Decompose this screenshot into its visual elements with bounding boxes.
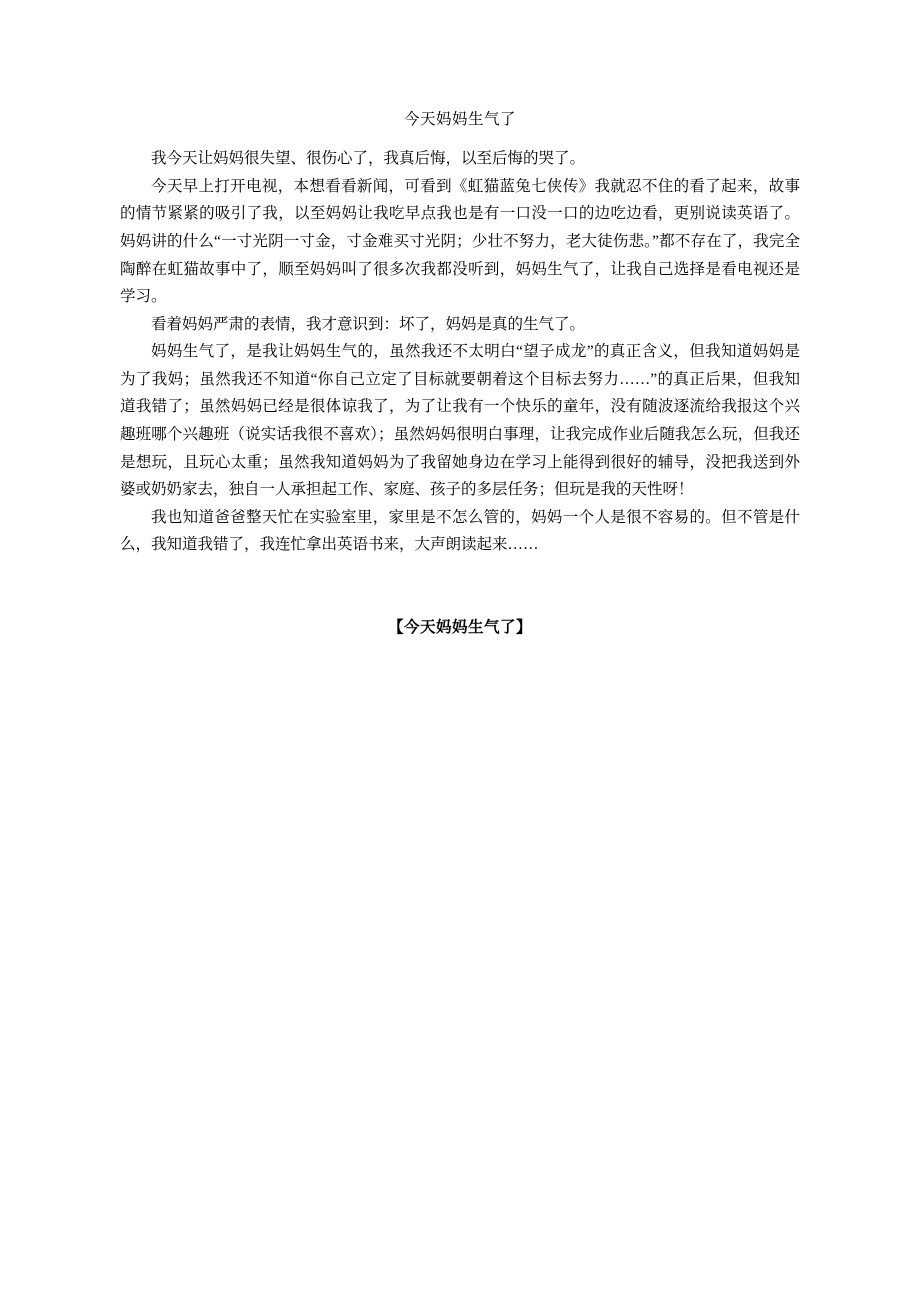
paragraph-1: 我今天让妈妈很失望、很伤心了，我真后悔，以至后悔的哭了。: [151, 150, 586, 168]
paragraph-3: 看着妈妈严肃的表情，我才意识到：坏了，妈妈是真的生气了。: [151, 315, 586, 333]
paragraph-2: 今天早上打开电视，本想看看新闻，可看到《虹猫蓝兔七侠传》我就忍不住的看了起来，故事的情节紧紧的吸引了我，以至妈妈让我吃早点我也是有一口没一口的边吃边看，更别说读英语了。妈妈讲的什么“一寸光阴一寸金，寸金难买寸光阴；少壮不努力，老大徒伤悲。”都不存在了，我完全陶醉在虹猫故事中了，顺至妈妈叫了很多次我都没听到，妈妈生气了，让我自己选择是看电视还是学习。: [120, 177, 800, 306]
document-body: [120, 145, 800, 559]
paragraph-5: 我也知道爸爸整天忙在实验室里，家里是不怎么管的，妈妈一个人是很不容易的。但不管是什么，我知道我错了，我连忙拿出英语书来，大声朗读起来……: [120, 508, 800, 554]
page-title: 今天妈妈生气了: [403, 111, 516, 128]
bottom-spacer: [120, 637, 800, 647]
paragraph-4: 妈妈生气了，是我让妈妈生气的，虽然我还不太明白“望子成龙”的真正含义，但我知道妈妈是为了我妈；虽然我还不知道“你自己立定了目标就要朝着这个目标去努力……”的真正后果，但我知道我错了；虽然妈妈已经是很体谅我了，为了让我有一个快乐的童年，没有随波逐流给我报这个兴趣班哪个兴趣班（说实话我很不喜欢）；虽然妈妈很明白事理，让我完成作业后随我怎么玩，但我还是想玩，且玩心太重；虽然我知道妈妈为了我留她身边在学习上能得到很好的辅导，没把我送到外婆或奶奶家去，独自一人承担起工作、家庭、孩子的多层任务；但玩是我的天性呀！: [120, 343, 800, 499]
document-footer-tag: 【今天妈妈生气了】: [387, 618, 532, 636]
